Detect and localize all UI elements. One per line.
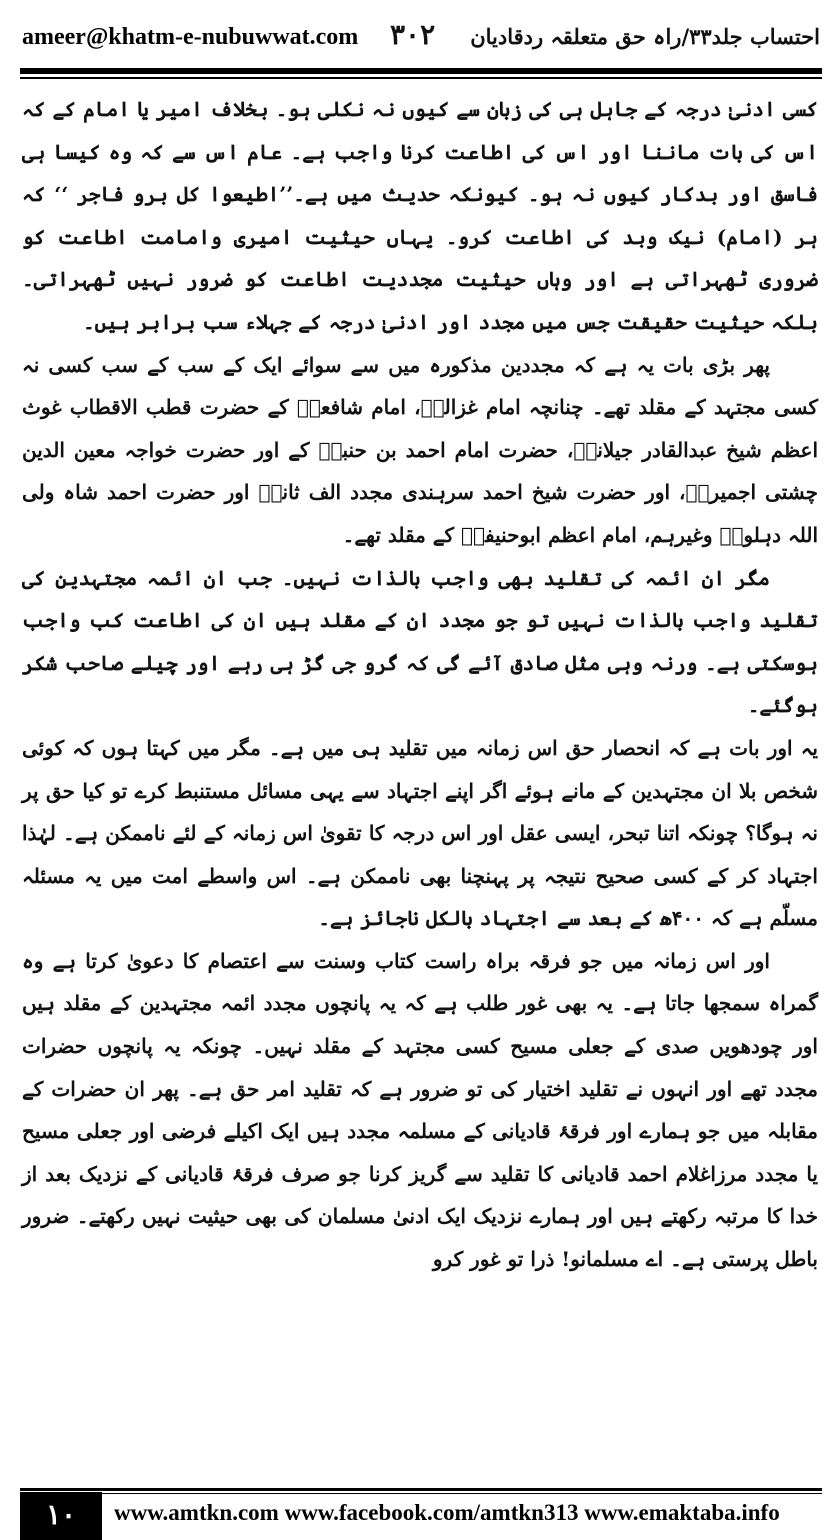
header-rule-thin	[20, 77, 822, 79]
footer-rule-thin	[20, 1493, 822, 1494]
paragraph-5: اور اس زمانہ میں جو فرقہ براہ راست کتاب وسنت سے اعتصام کا دعویٰ کرتا ہے وہ گمراہ سمجھا جاتا ہے۔ یہ بھی غور طلب ہے کہ یہ پانچوں مجدد ائمہ مجتہدین کے مقلد ہیں اور چودھویں صدی کے جعلی مسیح کسی مجتہد کے مقلد نہیں۔ چونکہ یہ پانچوں حضرات مجدد تھے اور انہوں نے تقلید اختیار کی تو ضرور ہے کہ تقلید امر حق ہے۔ پھر ان حضرات کے مقابلہ میں جو ہمارے اور فرقۂ قادیانی کے مسلمہ مجدد ہیں ایک اکیلے فرضی اور جعلی مسیح یا مجدد مرزاغلام احمد قادیانی کا تقلید سے گریز کرنا جو صرف فرقۂ قادیانی کے نزدیک بعد از خدا کا مرتبہ رکھتے ہیں اور ہمارے نزدیک ایک ادنیٰ مسلمان کی بھی حیثیت نہیں رکھتے۔ ضرور باطل پرستی ہے۔ اے مسلمانو! ذرا تو غور کرو	[22, 948, 818, 1272]
page-body	[22, 88, 818, 1460]
page-header	[22, 18, 820, 62]
footer-rule	[20, 1488, 822, 1491]
paragraph-4: یہ اور بات ہے کہ انحصار حق اس زمانہ میں تقلید ہی میں ہے۔ مگر میں کہتا ہوں کہ کوئی شخص بلا ان مجتہدین کے مانے ہوئے اگر اپنے اجتہاد سے یہی مسائل مستنبط کرے تو کیا حق پر نہ ہوگا؟ چونکہ اتنا تبحر، ایسی عقل اور اس درجہ کا تقویٰ اس زمانہ کے لئے ناممکن ہے۔ لہٰذا اجتہاد کر کے کسی صحیح نتیجہ پر پہنچنا بھی ناممکن ہے۔ اس واسطے امت میں یہ مسئلہ مسلّم ہے کہ ۴۰۰ھ کے بعد سے اجتہاد بالکل ناجائز ہے۔	[22, 735, 818, 931]
footer-urls: www.amtkn.com www.facebook.com/amtkn313 www.emaktaba.info	[114, 1500, 780, 1525]
paragraph-3: مگر ان ائمہ کی تقلید بھی واجب بالذات نہیں۔ جب ان ائمہ مجتہدین کی تقلید واجب بالذات نہیں تو جو مجدد ان کے مقلد ہیں ان کی اطاعت کب واجب ہوسکتی ہے۔ ورنہ وہی مثل صادق آئے گی کہ گرو جی گڑ ہی رہے اور چیلے صاحب شکر ہوگئے۔	[22, 565, 818, 718]
header-email: ameer@khatm-e-nubuwwat.com	[22, 24, 359, 50]
header-page-number: ۳۰۲	[390, 18, 436, 51]
running-title: احتساب جلد۳۳/راہ حق متعلقہ ردقادیان	[470, 24, 820, 49]
paragraph-1: کسی ادنیٰ درجہ کے جاہل ہی کی زبان سے کیوں نہ نکلی ہو۔ بخلاف امیر یا امام کے کہ اس کی بات ماننا اور اس کی اطاعت کرنا واجب ہے۔ عام اس سے کہ وہ کیسا ہی فاسق اور بدکار کیوں نہ ہو۔ کیونکہ حدیث میں ہے۔’’اطیعوا کل برو فاجر ‘‘ کہ ہر (امام) نیک وبد کی اطاعت کرو۔ یہاں حیثیت امیری وامامت اطاعت کو ضروری ٹھہراتی ہے اور وہاں حیثیت مجددیت اطاعت کو ضرور نہیں ٹھہراتی۔ بلکہ حیثیت حقیقت جس میں مجدد اور ادنیٰ درجہ کے جہلاء سب برابر ہیں۔	[22, 97, 818, 334]
header-rule-thick	[20, 68, 822, 74]
paragraph-2: پھر بڑی بات یہ ہے کہ مجددین مذکورہ میں سے سوائے ایک کے سب کے سب کسی نہ کسی مجتہد کے مقلد تھے۔ چنانچہ امام غزالیؒ، امام شافعیؒ کے حضرت قطب الاقطاب غوث اعظم شیخ عبدالقادر جیلانیؒ، حضرت امام احمد بن حنبلؒ کے اور حضرت خواجہ معین الدین چشتی اجمیریؒ، اور حضرت شیخ احمد سرہندی مجدد الف ثانیؒ اور حضرت احمد شاہ ولی اللہ دہلویؒ وغیرہم، امام اعظم ابوحنیفہؒ کے مقلد تھے۔	[22, 352, 818, 547]
footer-page-number: ۱۰	[20, 1492, 102, 1540]
